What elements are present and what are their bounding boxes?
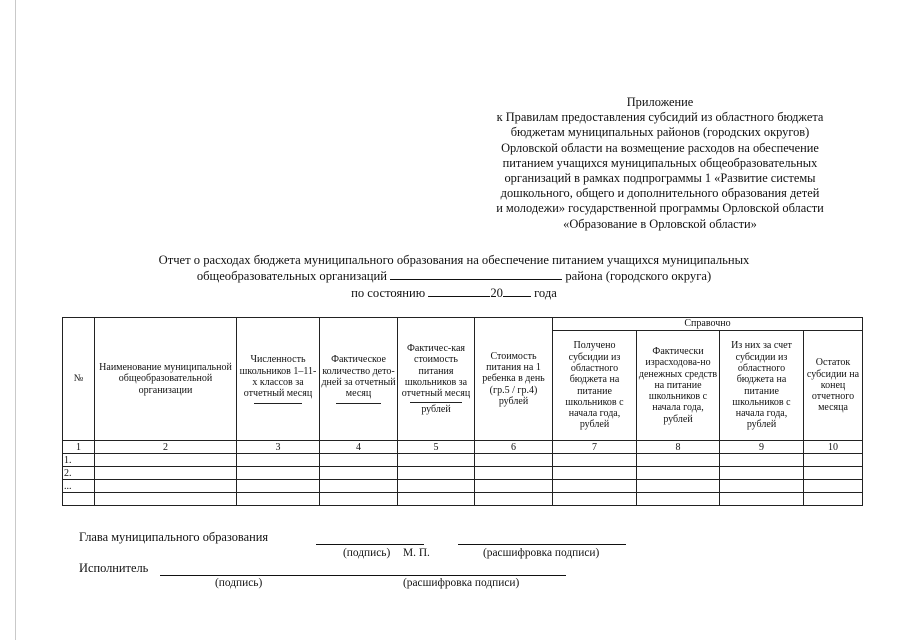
header-cost-per-child: Стоимость питания на 1 ребенка в день (гр.5 / гр.4) рублей (475, 318, 553, 441)
header-actual-cost-text: Фактичес-кая стоимость питания школьников за отчетный месяц (401, 343, 471, 400)
report-table (62, 317, 863, 506)
table-cell (637, 467, 720, 480)
table-cell (804, 480, 863, 493)
table-row (63, 467, 863, 480)
table-cell (553, 454, 637, 467)
column-number: 3 (237, 441, 320, 454)
table-cell (475, 493, 553, 506)
appendix-line: дошкольного, общего и дополнительного образования детей (500, 186, 820, 201)
district-blank (390, 268, 562, 280)
table-cell (320, 454, 398, 467)
column-number-row (63, 441, 863, 454)
executor-line (160, 575, 566, 576)
head-label: Глава муниципального образования (79, 530, 269, 544)
table-cell (320, 467, 398, 480)
appendix-header (420, 95, 900, 232)
table-cell (95, 467, 237, 480)
header-subsidy-received: Получено субсидии из областного бюджета на питание школьников с начала года, рублей (553, 331, 637, 441)
table-cell (237, 467, 320, 480)
appendix-line: Орловской области на возмещение расходов на обеспечение (501, 140, 819, 155)
header-child-days (320, 318, 398, 441)
head-signature-line (316, 544, 424, 545)
year-blank (503, 285, 531, 297)
header-actual-cost-unit: рублей (410, 402, 462, 415)
table-cell (804, 493, 863, 506)
table-cell (95, 480, 237, 493)
table-cell (95, 493, 237, 506)
table-cell (720, 493, 804, 506)
table-cell (475, 480, 553, 493)
report-title-line1: Отчет о расходах бюджета муниципального образования на обеспечение питанием учащихся муниципальных (158, 253, 750, 267)
column-number: 10 (804, 441, 863, 454)
row-number: 1. (63, 454, 95, 467)
appendix-line: «Образование в Орловской области» (563, 216, 757, 231)
table-row (63, 480, 863, 493)
appendix-line: и молодежи» государственной программы Орловской области (496, 201, 824, 216)
table-cell (720, 467, 804, 480)
table-cell (398, 493, 475, 506)
header-subsidy-balance: Остаток субсидии на конец отчетного месяца (804, 331, 863, 441)
header-student-count-text: Численность школьников 1–11-х классов за отчетный месяц (239, 354, 317, 400)
table-cell (553, 480, 637, 493)
table-cell (637, 480, 720, 493)
header-subsidy-spent: Из них за счет субсидии из областного бюджета на питание школьников с начала года, рублей (720, 331, 804, 441)
report-title-line2 (60, 268, 848, 284)
appendix-line: организаций в рамках подпрограммы 1 «Развитие системы (504, 171, 816, 186)
table-cell (637, 454, 720, 467)
table-cell (553, 493, 637, 506)
report-line2-end: района (городского округа) (565, 269, 712, 284)
table-cell (398, 480, 475, 493)
executor-decode-caption: (расшифровка подписи) (403, 577, 520, 589)
stamp-label: М. П. (403, 547, 430, 559)
header-reference-group: Справочно (553, 318, 863, 331)
report-year-prefix: 20 (490, 285, 503, 300)
date-blank (428, 285, 490, 297)
table-row (63, 454, 863, 467)
header-student-count (237, 318, 320, 441)
table-cell (237, 480, 320, 493)
unit-blank (336, 403, 381, 404)
executor-sign-caption: (подпись) (215, 577, 263, 589)
report-line3-end: года (534, 285, 557, 300)
report-title (60, 253, 848, 301)
column-number: 8 (637, 441, 720, 454)
table-cell (720, 454, 804, 467)
head-decode-line (458, 544, 626, 545)
table-cell (804, 467, 863, 480)
appendix-line: бюджетам муниципальных районов (городских округов) (510, 125, 810, 140)
column-number: 4 (320, 441, 398, 454)
header-number: № (63, 318, 95, 441)
report-line3-start: по состоянию (351, 285, 426, 300)
unit-blank (254, 403, 302, 404)
table-cell (398, 467, 475, 480)
table-cell (63, 493, 95, 506)
table-cell (95, 454, 237, 467)
row-number: 2. (63, 467, 95, 480)
report-title-line3 (60, 285, 848, 301)
table-cell (553, 467, 637, 480)
table-cell (237, 493, 320, 506)
executor-label: Исполнитель (79, 561, 149, 575)
header-organization-name: Наименование муниципальной общеобразовательной организации (95, 318, 237, 441)
column-number: 5 (398, 441, 475, 454)
table-cell (720, 480, 804, 493)
column-number: 2 (95, 441, 237, 454)
table-cell (320, 493, 398, 506)
table-cell (804, 454, 863, 467)
header-actual-spent: Фактически израсходова-но денежных средств на питание школьников с начала года, рублей (637, 331, 720, 441)
table-cell (475, 454, 553, 467)
column-number: 7 (553, 441, 637, 454)
column-number: 9 (720, 441, 804, 454)
table-cell (398, 454, 475, 467)
appendix-line: Приложение (626, 95, 694, 109)
table-cell (637, 493, 720, 506)
appendix-line: к Правилам предоставления субсидий из областного бюджета (496, 110, 824, 125)
header-child-days-text: Фактическое количество дето-дней за отчетный месяц (321, 354, 396, 400)
head-sign-caption: (подпись) (343, 547, 391, 559)
table-cell (475, 467, 553, 480)
column-number: 1 (63, 441, 95, 454)
table-cell (237, 454, 320, 467)
appendix-line: питанием учащихся муниципальных общеобразовательных (502, 155, 818, 170)
page-edge (15, 0, 16, 640)
head-decode-caption: (расшифровка подписи) (483, 547, 600, 559)
row-number: ... (63, 480, 95, 493)
table-row-empty (63, 493, 863, 506)
report-line2-start: общеобразовательных организаций (196, 269, 388, 284)
table-cell (320, 480, 398, 493)
header-actual-cost (398, 318, 475, 441)
column-number: 6 (475, 441, 553, 454)
